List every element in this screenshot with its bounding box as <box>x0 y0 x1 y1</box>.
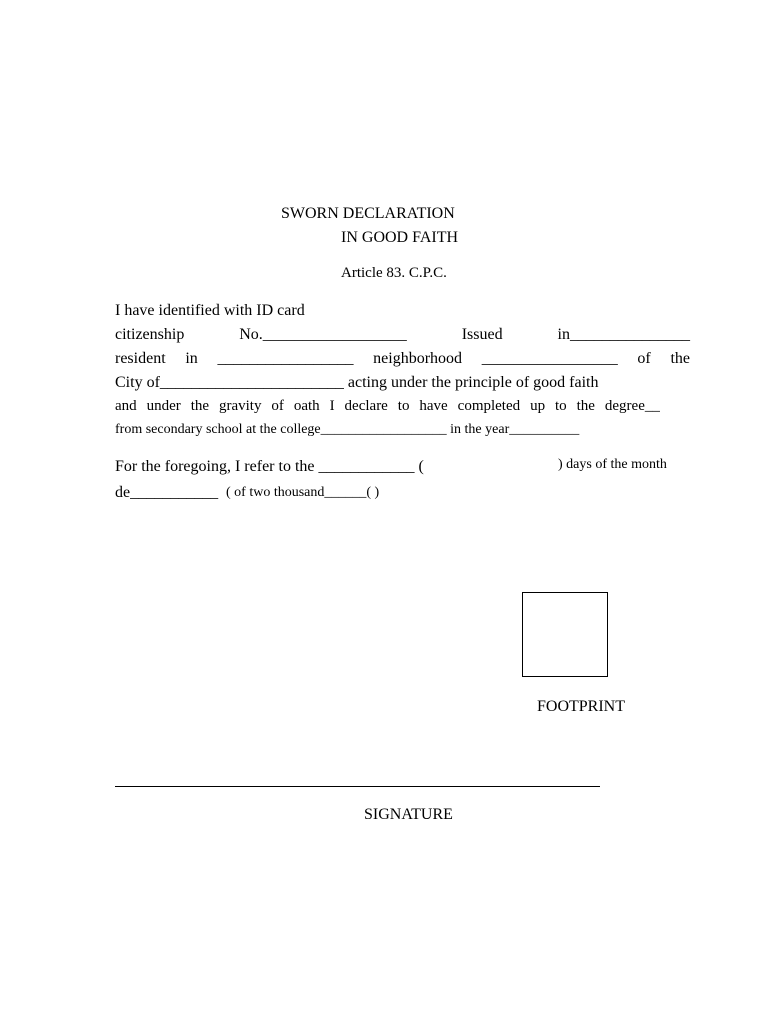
in-word: in <box>185 350 198 367</box>
oath-word: degree__ <box>604 398 660 414</box>
city-line: City of_______________________ acting under the principle of good faith <box>115 374 599 391</box>
issued-in-blank: in_______________ <box>557 326 690 343</box>
document-subtitle: IN GOOD FAITH <box>341 229 459 246</box>
oath-word: under <box>146 398 181 414</box>
oath-word: I <box>329 398 335 414</box>
citizenship-word: citizenship <box>115 326 185 343</box>
signature-label: SIGNATURE <box>364 806 453 823</box>
oath-text <box>115 399 660 414</box>
oath-word: declare <box>344 398 388 414</box>
the-word: the <box>670 350 690 367</box>
oath-word: oath <box>293 398 320 414</box>
oath-word: and <box>115 398 137 414</box>
oath-word: to <box>397 398 410 414</box>
oath-word: the <box>576 398 595 414</box>
id-number-blank: No.__________________ <box>239 326 407 343</box>
year-text: ( of two thousand______( ) <box>226 485 380 500</box>
residence-blank: _________________ <box>217 350 354 367</box>
oath-line <box>115 399 660 414</box>
oath-word: the <box>190 398 210 414</box>
resident-word: resident <box>115 350 166 367</box>
oath-word: have <box>419 398 448 414</box>
days-of-month-text: ) days of the month <box>558 457 667 472</box>
footprint-box <box>522 592 608 677</box>
oath-word: completed <box>457 398 521 414</box>
oath-word: of <box>271 398 284 414</box>
neighborhood-blank: _________________ <box>481 350 618 367</box>
residence-line <box>115 351 690 367</box>
oath-word: up <box>530 398 546 414</box>
of-word: of <box>637 350 651 367</box>
signature-line <box>115 786 600 787</box>
neighborhood-word: neighborhood <box>373 350 463 367</box>
article-reference: Article 83. C.P.C. <box>341 265 447 281</box>
foregoing-line: For the foregoing, I refer to the ____________ ( <box>115 458 424 475</box>
footprint-label: FOOTPRINT <box>537 698 626 715</box>
identification-line: I have identified with ID card <box>115 302 305 319</box>
document-title: SWORN DECLARATION <box>281 205 455 222</box>
oath-word: gravity <box>218 398 262 414</box>
month-blank: de___________ <box>115 484 219 501</box>
college-line: from secondary school at the college__________________ in the year__________ <box>115 422 580 437</box>
issued-word: Issued <box>461 326 503 343</box>
oath-word: to <box>555 398 567 414</box>
citizenship-line <box>115 327 690 343</box>
